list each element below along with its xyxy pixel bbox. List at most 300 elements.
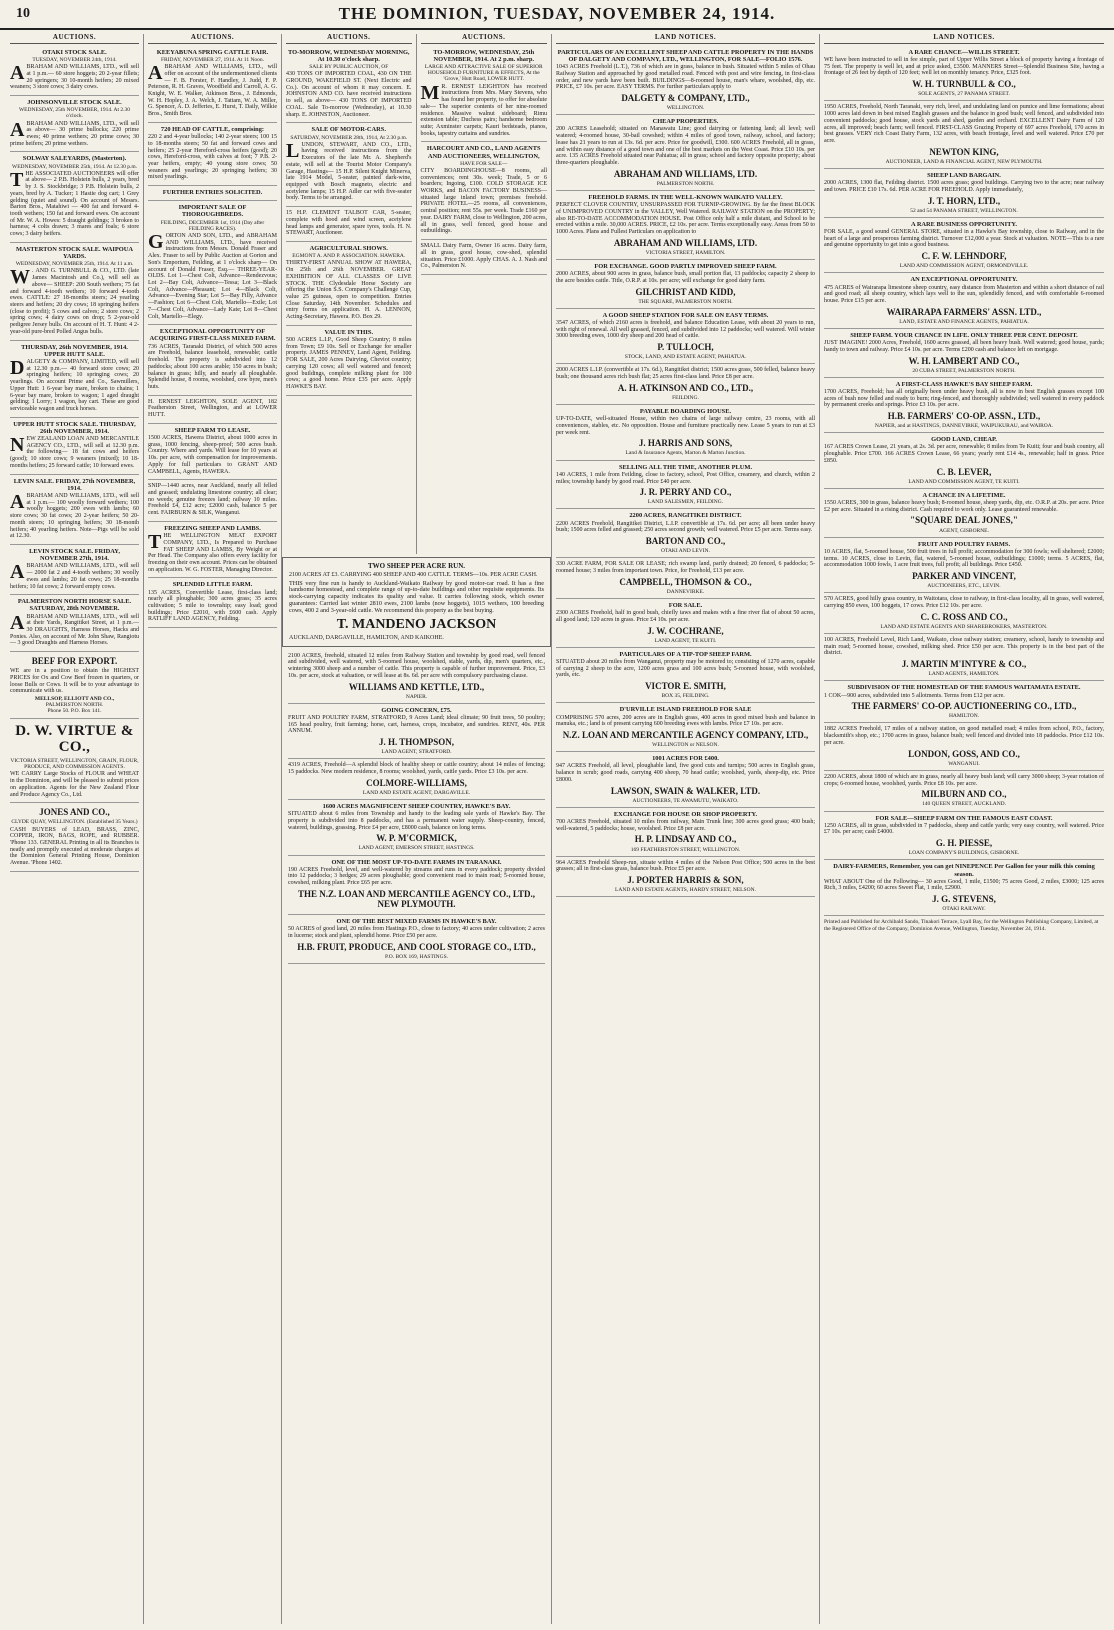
ad-body-para <box>824 340 1104 353</box>
ad-item <box>824 101 1104 169</box>
agent-address: NAPIER. <box>405 693 428 700</box>
ad-heading: GOING CONCERN, £75. <box>381 706 452 714</box>
ad-date: FRIDAY, NOVEMBER 27, 1914. At 11 Noon. <box>160 57 265 63</box>
agent-name: J. HARRIS AND SONS, <box>638 438 733 449</box>
ad-body: PERFECT CLOVER COUNTRY, UNSURPASSED FOR TURNIP-GROWING. By far the finest BLOCK of UNIMPROVED COUNTRY in the VALLEY, Well Watered. RAILWAY STATION on the PROPERTY; also RE-TO-DATE ACCOMMODATION HOUSE. Post Office only half a mile distant, and School to be erected within a mile. 30,000 ACRES. PRICE, £2 10s. per acre. Terms exceptionally easy. Areas from 50 to 1000 Acres. Plans and Fullest Particulars on application to <box>556 202 815 236</box>
ad-heading: HARCOURT AND CO., LAND AGENTS AND AUCTIONEERS, WELLINGTON, <box>426 145 541 160</box>
ad-body-para <box>824 726 1104 746</box>
ad-body: BRAHAM AND WILLIAMS, LTD., will sell at their Yards, Rangitikei Street, at 1 p.m.— 30 DRAUGHTS, Harness Horses, Hacks and Ponies. Also, on account of Mr. John Shaw, Rangiotu— 3 good Draughts and Harness Horses. <box>10 613 139 647</box>
drop-initial: A <box>10 561 25 584</box>
ad-item <box>556 558 815 599</box>
ad-item <box>10 341 139 418</box>
column-header: LAND NOTICES. <box>824 34 1104 44</box>
agent-name: CAMPBELL, THOMSON & CO., <box>619 576 752 587</box>
column-header: LAND NOTICES. <box>556 34 815 44</box>
agent-name: C. B. LEVER, <box>936 466 992 477</box>
ad-item <box>556 808 815 857</box>
ad-body-para <box>824 693 1104 700</box>
newspaper-title: THE DOMINION, TUESDAY, NOVEMBER 24, 1914. <box>338 4 776 24</box>
ad-body-para <box>420 81 548 138</box>
jones-ad <box>10 803 139 872</box>
drop-initial: M <box>420 81 440 104</box>
agent-address: DANNEVIRKE. <box>666 588 705 595</box>
ad-item <box>824 489 1104 538</box>
ad-body-para <box>10 168 139 238</box>
agent-name: MILBURN AND CO., <box>921 789 1007 800</box>
ad-date: WEDNESDAY, NOVEMBER 25th, 1914. At 11 a.m. <box>15 261 134 268</box>
ad-body-para <box>556 320 815 340</box>
ad-item <box>10 152 139 243</box>
ad-body: FRUIT AND POULTRY FARM, STRATFORD, 9 Acres Land; ideal climate; 90 fruit trees, 50 poultry; 165 head poultry, fruit farming; horse, cart, harness, crops, incubator, and sundries. RENT, 40s. PER ANNUM. <box>288 714 545 735</box>
ad-heading: VALUE IN THIS. <box>324 328 374 336</box>
ad-item <box>10 418 139 475</box>
ad-body: CITY BOARDINGHOUSE—8 rooms, all conveniences; rent 30s. week; Trade, 5 or 6 boarders; Ingoing, £100. COLD STORAGE ICE WORKS, and BACON FACTORY BUSINESS— situated large inland town; premises freehold. PRIVATE HOTEL—25 rooms, all conveniences, central position; rent 55s. per week. Trade £160 per year. DAIRY FARM, close to Wellington, 200 acres, all in grass, well fenced, good house and outbuildings. <box>420 167 547 235</box>
ad-heading: GOOD LAND, CHEAP. <box>931 436 997 444</box>
ad-body-para <box>556 819 815 832</box>
ad-body-para <box>10 436 139 470</box>
ad-body-para <box>288 811 545 831</box>
ad-body-para <box>556 472 815 485</box>
column-6 <box>820 34 1108 1624</box>
ad-body-para <box>556 715 815 728</box>
ad-body: 167 ACRES Crown Lease, 21 years, at 2s. 3d. per acre, renewable; 8 miles from Te Kuiti; four and bush country, all ploughable. Price £700. 166 ACRES Crown Lease, 66 years; yearly rent £14 4s., renewable; half in grass. Price £850. <box>824 444 1104 464</box>
ad-heading: SHEEP FARM. YOUR CHANCE IN LIFE. ONLY THREE PER CENT. DEPOSIT. <box>850 331 1078 339</box>
ad-body: 140 ACRES, 1 mile from Feilding, close to factory, school, Post Office, creamery, and church, within 2 miles; township handy by good road. Price £40 per acre. <box>556 471 815 485</box>
ad-body: HE ASSOCIATED AUCTIONEERS will offer at above— 2 P.B. Holstein bulls, 2 years, bred by J. S. Stockbridge; 3 P.B. Holstein bulls, 2 years, bred by A. Tucker; 1 Hastie dog cart; 1 Grey gelding (quiet and sound). On account of Messrs. Barton Bros., Matahiwi — 400 fat and forward 4-tooth wethers; 150 fat and forward ewes. On account of Mr. W. A. Howes: 5 draught geldings; 3 broken to harness; 4 colts drawn; 3 mares and foals; 6 store cows; 3 dairy heifers. <box>10 170 139 238</box>
ad-heading: FREEZING SHEEP AND LAMBS. <box>164 524 261 532</box>
ad-item <box>286 326 412 396</box>
ad-heading: SELLING ALL THE TIME, ANOTHER PLUM. <box>618 463 753 471</box>
ad-item <box>824 46 1104 102</box>
ad-body-para <box>556 416 815 436</box>
ad-body-para <box>148 533 277 573</box>
ad-heading: DAIRY-FARMERS, Remember, you can get NINEPENCE Per Gallon for your milk this coming season. <box>833 863 1095 878</box>
ad-heading: MASTERTON STOCK SALE. WAIPOUA YARDS. <box>16 245 133 261</box>
ad-body: 330 ACRE FARM, FOR SALE OR LEASE; rich swamp land, partly drained; 20 fenced, 6 paddocks; 5-roomed house; 3 miles from important town. Price, for Freehold, £13 per acre. <box>556 561 815 575</box>
ad-item <box>288 650 545 704</box>
ad-item <box>148 424 277 480</box>
ad-heading: ONE OF THE MOST UP-TO-DATE FARMS IN TARANAKI. <box>331 858 502 866</box>
ad-body-para <box>824 57 1104 77</box>
agent-address: LOAN COMPANY'S BUILDINGS, GISBORNE. <box>908 850 1020 857</box>
ad-item <box>824 169 1104 218</box>
ad-heading: PALMERSTON NORTH HORSE SALE. SATURDAY, 28th NOVEMBER. <box>17 598 132 613</box>
ad-heading: BEEF FOR EXPORT. <box>31 656 118 667</box>
ad-item <box>824 593 1104 634</box>
ad-date: SATURDAY, NOVEMBER 28th, 1914, At 2.30 p.m. <box>290 134 408 141</box>
ad-heading: TO-MORROW, WEDNESDAY, 25th NOVEMBER, 1914. At 2 p.m. sharp. <box>433 48 535 63</box>
ad-subheading: 2100 ACRES AT £3. CARRYING 400 SHEEP AND 400 CATTLE. TERMS—10s. PER ACRE CASH. <box>289 571 538 578</box>
ad-body: WHAT ABOUT One of the Following— 30 acres Good, 1 mile, £1500; 75 acres Good, 2 miles, £3000; 125 acres Rich, 3 miles, £4200; 60 acres Sweet Flat, 1 mile, £2900. <box>824 878 1104 892</box>
ad-heading: ONE OF THE BEST MIXED FARMS IN HAWKE'S BAY. <box>336 918 497 926</box>
ad-heading: SPLENDID LITTLE FARM. <box>172 581 253 589</box>
ad-body-para <box>286 337 412 391</box>
agent-address: OTAKI AND LEVIN. <box>661 548 710 555</box>
ad-body-para <box>288 926 545 939</box>
ad-body-para <box>556 202 815 236</box>
agent-address: VICTORIA STREET, HAMILTON. <box>645 249 726 256</box>
column-4 <box>417 34 552 554</box>
ad-item <box>148 46 277 123</box>
drop-initial: A <box>10 62 25 85</box>
ad-body: 1500 ACRES, Hawera District, about 1000 acres in grass, 1000 fencing, sheep-proof; 500 acres bush. Country. Where and yards. Will lease for 10 years at 10s. per acre, with compensation for improvements. Apply for full particulars to GRANT AND CAMPBELL, Agents, HAWERA. <box>148 434 277 475</box>
ad-body: 10 ACRES, flat, 5-roomed house, 500 fruit trees in full profit; accommodation for 300 fowls; well sheltered; £2000; terms. 10 ACRES, close to Levin, flat, watered, 5-roomed house, outbuildings; £1000; terms. 5 ACRES, flat, accommodation 1000 fowls, 1 acre fruit trees, full profit; all buildings. Price £450. <box>824 548 1104 569</box>
ad-body: UNDON, STEWART, AND CO., LTD., having received instructions from the Executors of the late Mr. A. Shepherd's estate, will sell at the Tourist Motor Company's Garage, Hastings— 15 H.P. Silent Knight Minerva, late 1914 Model, 5-seater, painted dark-wine, equipped with Bosch magneto, electric and acetylene lamps; 15 H.P. Adler car with five-seater body. Terms to be arranged. <box>286 141 412 202</box>
ad-item <box>556 364 815 405</box>
ad-heading: A GOOD SHEEP STATION FOR SALE ON EASY TERMS. <box>602 311 769 319</box>
agent-address: LAND AND ESTATE AGENTS AND SHAREBROKERS, MASTERTON. <box>880 623 1048 630</box>
drop-initial: T <box>10 168 24 191</box>
agent-name: J. W. COCHRANE, <box>647 625 724 636</box>
ad-body: 1700 ACRES, Freehold; has all originally been under heavy bush, all is now in best English grasses except 100 acres of bush now felled and ready to burn; ring-fenced, and thoroughly subdivided; well watered in every paddock by permanent creeks and springs. Price £3 10s. per acre. <box>824 388 1104 409</box>
ad-item <box>556 703 815 752</box>
ad-heading: LEVIN SALE. FRIDAY, 27th NOVEMBER, 1914. <box>13 477 136 492</box>
ad-body: 2000 ACRES, about 900 acres in grass, balance bush, small portion flat, 13 paddocks; capacity 2 sheep to the acre besides cattle. Title, O.R.P. at 10s. per acre; will exchange for good dairy farm. <box>556 271 815 284</box>
auction-ad-list <box>10 46 139 652</box>
ad-body: HE WELLINGTON MEAT EXPORT COMPANY, LTD., Is Prepared to Purchase FAT SHEEP AND LAMBS, By Weight or at Per Head. The Company also offers every facility for freezing on their own account. Prices can be obtained on application. W. G. FOSTER, Managing Director. <box>148 533 277 573</box>
drop-initial: A <box>10 611 25 634</box>
ad-body: JUST IMAGINE! 2000 Acres, Freehold, 1600 acres grassed, all been heavy bush. Well watered; good house, yards; handy to town and railway. Price £4 10s. per acre. Terms £200 cash and balance left on mortgage. <box>824 340 1104 353</box>
ad-item <box>10 46 139 96</box>
ad-date: LARGE AND ATTRACTIVE SALE OF SUPERIOR HOUSEHOLD FURNITURE & EFFECTS, At the 'Grove,' Hutt Road, LOWER HUTT. <box>424 64 543 83</box>
ad-body-para <box>824 104 1104 144</box>
ad-body-para <box>286 139 412 202</box>
ad-body: BRAHAM AND WILLIAMS, LTD., will sell as above— 30 prime bullocks; 220 prime ewes; 40 prime wethers; 20 prime cows; 30 prime heifers; 20 prime wethers. <box>10 120 139 147</box>
ad-body-para <box>556 763 815 783</box>
ad-body: 2000 ACRES L.I.P. (convertible at 17s. 6d.), Rangitikei district; 1500 acres grass, 500 felled, balance heavy bush; one thousand acres rich bush flat; 25 acres first-class land. Price £8 per acre. <box>556 367 815 381</box>
agent-address: STOCK, LAND, AND ESTATE AGENT, PAHIATUA. <box>624 354 747 361</box>
agent-address: 20 CUBA STREET, PALMERSTON NORTH. <box>912 367 1016 374</box>
ad-heading: SUBDIVISION OF THE HOMESTEAD OF THE FAMOUS WAITAMATA ESTATE. <box>847 684 1081 692</box>
ad-heading: IMPORTANT SALE OF THOROUGHBREDS. <box>178 204 247 219</box>
ad-body: FOR SALE, a good sound GENERAL STORE, situated in a Hawke's Bay township, close to Railway, and in the heart of a large and prosperous farming district. Turnover £12,000 a year. Stock at valuation. NOTE—This is a rare and genuine opportunity to get into a good business. <box>824 228 1104 249</box>
ad-body: THIRTY-FIRST ANNUAL SHOW AT HAWERA, On 25th and 26th NOVEMBER. GREAT EXHIBITION OF ALL CLASSES OF LIVE STOCK. THE Clydesdale Horse Society are offering the Union S.S. Company's Challenge Cup, value 25 guineas, open to competition. Entries Close Saturday, 14th November. Schedules and entry forms on application. H. A. LENNON, Acting-Secretary, Hawera. P.O. Box 29. <box>286 260 412 321</box>
ad-heading: 1001 ACRES FOR £400. <box>652 755 719 763</box>
agent-address: THE SQUARE, PALMERSTON NORTH. <box>638 298 733 305</box>
ad-item <box>556 857 815 898</box>
ad-body: BRAHAM AND WILLIAMS, LTD., will offer on account of the undermentioned clients — F. B. Forster, F. Handley, J. Judd, F. P. Peterson, R. H. Graves, Woodfield and Carroll, A. G. Knight, W. E. Walker, Atkinson Bros., J. Edmonds, W. H. Hopley, J. A. Welch, J. Tattam, W. A. Miller, G. Spencer, A. D. Jefferies, E. Hurst, T. Daily, Wilkie Bros., Smith Bros. <box>148 64 277 118</box>
agent-name: W. H. LAMBERT AND CO., <box>908 355 1020 366</box>
agent-name: NEWTON KING, <box>929 146 999 157</box>
ad-heading: LEVIN STOCK SALE. FRIDAY, NOVEMBER 27th, 1914. <box>29 548 120 563</box>
ad-date: FEILDING, DECEMBER 1st, 1914 (Day after FEILDING RACES). <box>160 219 265 232</box>
ad-body-para <box>556 561 815 574</box>
ad-body-para <box>10 64 139 91</box>
agent-address: LAND AND COMMISSION AGENT, ORMONDVILLE. <box>899 263 1029 270</box>
ad-item <box>288 915 545 964</box>
ad-body: ORTON AND SON, LTD., and ABRAHAM AND WILLIAMS, LTD., have received instructions from Messrs. Donald Fraser and Alex. Fraser to sell by Public Auction at Gorton and Son's Emporium, Feilding, at 1 o'clock sharp— On account of Donald Fraser, Esq.— THREE-YEAR-OLDS. Lot 1—Chest Colt, Advance—Rendezvous; Lot 2—Bay Colt, Advance—Tessa; Lot 3—Black Colt, Advance—Pheasant; Lot 4—Black Colt, Advance—Evening Star; Lot 5—Bay Filly, Advance—Fashion; Lot 6—Chest Colt, Martello—Exile; Lot 7—Chest Colt, Advance—Lady Kate; Lot 8—Chest Colt, Martello—Elegy. <box>148 232 277 320</box>
page-columns <box>0 30 1114 1624</box>
ad-heading: FRUIT AND POULTRY FARMS. <box>917 540 1011 548</box>
ad-item <box>824 538 1104 594</box>
agent-address: Land & Insurance Agents, Marton & Marton Junction. <box>625 450 746 457</box>
ad-body: THIS very fine run is handy to Auckland-Waikato Railway by good motor-car road. It has a fine handsome homestead, and complete range of up-to-date buildings and other requisite equipments. Its stock-carrying capacity indicates its quality and value. It carries following stock, which owner guarantees: Carried last winter 2810 ewes, 2100 lambs (now hoggets), 1015 wethers, 100 breeding cows, 400 2 and 3-year-old cattle. We recommend this property as the best buying. <box>289 579 544 615</box>
ad-item <box>556 461 815 510</box>
drop-initial: D <box>10 356 25 379</box>
agent-name: P. TULLOCH, <box>657 342 714 353</box>
ad-body-para <box>556 860 815 873</box>
agent-address: PALMERSTON NORTH. <box>656 180 715 187</box>
ad-body-para <box>824 389 1104 409</box>
ad-body-para <box>824 444 1104 464</box>
ad-body-para <box>148 435 277 475</box>
ad-heading: SHEEP LAND BARGAIN. <box>927 171 1001 179</box>
ad-body: BRAHAM AND WILLIAMS, LTD., will sell at 1 p.m.— 100 woolly forward wethers; 100 woolly hoggets; 200 ewes with lambs; 60 store cows; 30 fat cows; 20 2-year heifers; 50 20-month steers; 10 springing heifers; 30 18-month heifers; 40 yearling heifers. Note—Pigs will be sold at 12.30. <box>10 492 139 540</box>
ad-heading: FOR EXCHANGE. GOOD PARTLY IMPROVED SHEEP FARM. <box>594 263 777 270</box>
agent-address: 169 FEATHERSTON STREET, WELLINGTON. <box>630 846 741 853</box>
ad-item <box>556 309 815 365</box>
ad-heading: UPPER HUTT STOCK SALE. THURSDAY, 26th NOVEMBER, 1914. <box>13 420 136 435</box>
ad-body: 50 ACRES of good land, 20 miles from Hastings P.O., close to factory; 40 acres under cultivation; 2 acres in lucerne; stock and plant, splendid home. Price £50 per acre. <box>288 926 545 939</box>
ad-heading: 1600 ACRES MAGNIFICENT SHEEP COUNTRY, HAWKE'S BAY. <box>322 802 511 810</box>
ad-body: 947 ACRES Freehold, all level, ploughable land, five good cuts and turnips; 500 acres in English grass, balance in scrub; good roads, carrying 400 sheep, 70 head cattle; woolshed, yards, sheep-dip, etc. Price £8000. <box>556 763 815 783</box>
ad-body: COMPRISING 570 acres, 200 acres are in English grass, 400 acres in good mixed bush and balance in manuka, etc.; land is of present carrying 600 breeding ewes with lambs. Price £7 10s. per acre. <box>556 714 815 728</box>
ad-body: 2100 ACRES, freehold, situated 12 miles from Railway Station and township by good road, well fenced and subdivided, well watered, with 5-roomed house, woolshed, stable, yards, dip, men's quarters, etc., wintering 3000 sheep and a number of cattle. This property is capable of further improvement. Price, £3 10s. per acre, stock at valuation, or will lease at 8s. 6d. per acre with compulsory purchasing clause. <box>288 652 545 679</box>
ad-body-para <box>556 367 815 380</box>
ad-item <box>148 325 277 395</box>
virtue-ad <box>10 719 139 804</box>
firm-sub: CLYDE QUAY, WELLINGTON. (Established 35 Years.) <box>11 819 138 826</box>
drop-initial: W <box>10 266 30 289</box>
ad-item <box>286 242 412 326</box>
ad-item <box>824 681 1104 723</box>
agent-address: P.O. BOX 169, HASTINGS. <box>384 953 449 960</box>
ad-body-para <box>824 879 1104 892</box>
ad-body-para <box>421 168 548 235</box>
ad-body-para <box>824 549 1104 569</box>
ad-body: 220 2 and 4-year bullocks; 140 2-year steers; 100 15 to 18-months steers; 50 fat and forward cows and heifers; 25 2-year Hereford-cross heifers (good); 20 cows, Hereford-cross, with calves at foot; 7 P.B. 2-year heifers, empty; 40 young store cows; 50 weaners and yearlings; 20 springing heifers; 30 mixed yearlings. <box>148 134 277 181</box>
firm-sub: VICTORIA STREET, WELLINGTON, GRAIN, FLOUR, PRODUCE, AND COMMISSION AGENTS. <box>10 758 139 771</box>
ad-item <box>421 240 548 275</box>
agent-name: H.B. FRUIT, PRODUCE, AND COOL STORAGE CO., LTD., <box>297 941 536 952</box>
ad-body: 1043 ACRES Freehold (L.T.), 736 of which are in grass, balance in bush. Situated within 5 miles of Ohau Railway Station and approached by good metalled road. Fenced with post and wire fencing, in first-class order, and new yards have been built. BUILDINGS—8-roomed house, man's whare, woolshed, dip, etc. PRICE, £7 10s. per acre. EASY TERMS. For further particulars apply to <box>556 64 815 91</box>
ad-body-para <box>148 344 277 391</box>
ad-body-para <box>10 268 139 335</box>
ad-body-para <box>148 483 277 517</box>
ad-body: 2300 ACRES Freehold, half in good bush, chiefly taws and makes with a fine river flat of about 50 acres, all good land; 120 acres in grass. Price £4 10s. per acre. <box>556 610 815 623</box>
agent-address: WANGANUI. <box>948 760 980 767</box>
ad-item <box>824 378 1104 434</box>
agent-name: H. P. LINDSAY AND CO., <box>634 834 737 845</box>
ad-body: 4319 ACRES, Freehold—A splendid block of healthy sheep or cattle country; about 14 miles of fencing; 15 paddocks. New modern residence, 8 rooms; woolshed, yards, cattle yards. Price £3 10s. per acre. <box>288 762 545 776</box>
agent-name: G. H. PIESSE, <box>935 838 993 849</box>
ad-body-para <box>10 356 139 413</box>
ad-body: WE have been instructed to sell in fee simple, part of Upper Willis Street a block of property having a frontage of 75 feet. The property is well let, and at price asked, £3500. MANNERS Street—Splendid Business Site, having a frontage of 26 feet by depth of 120 feet; well let on monthly tenancy. Price, £325 foot. <box>824 57 1104 77</box>
ad-body-para <box>148 590 277 624</box>
ad-heading: FREEHOLD FARMS. IN THE WELL-KNOWN WAIKATO VALLEY. <box>588 194 783 201</box>
firm-place: PALMERSTON NORTH. <box>45 702 104 709</box>
agent-address: LAND AGENT, TE KUITI. <box>654 637 717 644</box>
land-ad-list <box>556 46 815 898</box>
column-1 <box>6 34 144 1624</box>
ad-item <box>148 480 277 522</box>
agent-address: LAND AND COMMISSION AGENT, TE KUITI. <box>908 478 1020 485</box>
agent-name: J. MARTIN M'INTYRE & CO., <box>901 659 1027 670</box>
ad-date: HAVE FOR SALE— <box>460 160 508 167</box>
ad-date: WEDNESDAY, NOVEMBER 25th, 1914. At 12.30 p.m. <box>12 163 137 170</box>
wide-ad-list <box>282 650 551 1624</box>
ad-heading: JOHNSONVILLE STOCK SALE. <box>27 99 122 107</box>
ad-heading: A RARE CHANCE—WILLIS STREET. <box>908 48 1020 56</box>
ad-date: EGMONT A. AND P. ASSOCIATION. HAWERA. <box>292 253 406 260</box>
ad-body-para <box>556 521 815 534</box>
ad-item <box>556 599 815 648</box>
ad-body-para <box>556 126 815 166</box>
ad-body-para <box>286 210 412 237</box>
ad-body: 1950 ACRES, Freehold, North Taranaki, very rich, level, and undulating land on pumice and lime formations; about 1000 acres laid down in best mixed English grasses and the balance in good bush; well fenced, and subdivided into convenient paddocks; good house, stock yards and shed, garden and orchard. EXCELLENT Dairy Farm of 120 acres, all improved; beach farm; well fenced. FIRST-CLASS Grazing Property of 697 acres Freehold, 170 acres in best grasses. VERY rich Coast Dairy Farm, 132 acres, with beach frontage, level and well watered. Price £70 per acre. <box>824 104 1104 144</box>
ad-body-para <box>824 596 1104 609</box>
column-2 <box>144 34 282 1624</box>
agent-name: J. T. HORN, LTD., <box>927 195 1001 206</box>
ad-body-para <box>824 637 1104 657</box>
ad-item <box>824 273 1104 329</box>
ad-body-para <box>824 229 1104 249</box>
column-5 <box>552 34 820 1624</box>
column-header: AUCTIONS. <box>10 34 139 44</box>
drop-initial: T <box>148 531 162 554</box>
agent-name: "SQUARE DEAL JONES," <box>910 515 1018 526</box>
ad-body: 500 ACRES L.I.P., Good Sheep Country; 8 miles from Town; £9 10s. Sell or Exchange for smaller property. JAMES PENNEY, Land Agent, Feilding. FOR SALE, 200 Acres Dairying, Cheviot country; carrying 120 cows; all well watered and fenced; good buildings, complete milking plant for 100 cows; a good home. Price £35 per acre. Apply HAWKE'S BAY. <box>286 337 412 391</box>
ad-heading: TWO SHEEP PER ACRE RUN. <box>367 562 466 570</box>
ad-body: 190 ACRES Freehold, level, and well-watered by streams and runs in every paddock; property divided into 12 paddocks; 3 hedges; 29 acres ploughable; good convenient road to main road; 5-roomed house, cowshed, milking plant. Price £65 per acre. <box>288 866 545 887</box>
ad-body: WE are in a position to obtain the HIGHEST PRICES for Ox and Cow Beef frozen in quarters, or loose Bulls or Cows. It will be to your advantage to communicate with us. <box>10 668 139 695</box>
ad-body-para <box>824 285 1104 305</box>
ad-heading: EXCHANGE FOR HOUSE OR SHOP PROPERTY. <box>613 810 758 818</box>
auction-ad-list <box>421 46 548 275</box>
ad-body: 135 ACRES, Convertible Lease, first-class land; nearly all ploughable; 300 acres grass; 35 acres cultivation; 5 mile to township; easy load; good buildings; Price £2010, with £600 cash. Apply RATLIFF LAND AGENCY, Feilding. <box>148 589 277 623</box>
beef-export-ad <box>10 652 139 718</box>
ad-body: 430 TONS OF IMPORTED COAL, 430 ON THE GROUND, WAKEFIELD ST. (Next Electric and Co.). On account of whom it may concern. E. JOHNSTON AND CO. have received instructions to sell, as above— 430 TONS OF IMPORTED COAL. Sale To-morrow (Wednesday), at 10.30 sharp. E. JOHNSTON, Auctioneer. <box>286 71 412 118</box>
ad-item <box>286 123 412 207</box>
agent-name: J. PORTER HARRIS & SON, <box>627 875 744 886</box>
ad-item <box>286 46 412 124</box>
ad-item <box>288 704 545 760</box>
agent-name: W. P. M'CORMICK, <box>376 833 457 844</box>
firm-name: JONES AND CO., <box>39 807 110 818</box>
ad-body: 2200 ACRES, about 1800 of which are in grass, nearly all heavy bush land; will carry 3000 sheep; 3-year rotation of crops; 6-roomed house, woolshed, yards. Price £8 10s. per acre. <box>824 773 1104 787</box>
ad-body: SNIP—1440 acres, near Auckland, nearly all felled and grassed; undulating limestone country; all clear; no weeds; genuine freezes land; railway 10 miles. Freehold £4, £12 acre; £2000 cash, balance 5 per cent. FAIRBURN & SILK, Wanganui. <box>148 483 277 517</box>
ad-heading: A RARE BUSINESS OPPORTUNITY. <box>910 220 1018 228</box>
ad-body-para <box>824 774 1104 787</box>
ad-body: BRAHAM AND WILLIAMS, LTD., will sell at 1 p.m.— 60 store hoggets; 20 2-year fillets; 20 springers; 30 10-month heifers; 20 mixed weaners; 3 store cows; 3 dairy cows. <box>10 64 139 91</box>
ad-body-para <box>288 653 545 680</box>
ad-heading: CHEAP PROPERTIES. <box>652 118 719 126</box>
ad-item <box>556 405 815 461</box>
ad-body: 2000 ACRES, 1300 flat, Feilding district. 1500 acres grass; good buildings. Carrying two to the acre; near railway and town. PRICE £10 17s. 6d. PER ACRE FOR FREEHOLD. Apply immediately, <box>824 180 1104 193</box>
agent-name: THE FARMERS' CO-OP. AUCTIONEERING CO., LTD., <box>851 701 1077 712</box>
ad-body-para <box>824 500 1104 513</box>
ad-body-para <box>288 715 545 735</box>
agent-name: VICTOR E. SMITH, <box>645 681 726 692</box>
ad-body: 100 ACRES, Freehold Level, Rich Land, Waikato, close railway station; creamery, school, handy to township and main road; 5-roomed house, cowshed, milking shed. Price £50 per acre. This property is in the best part of the district. <box>824 636 1104 657</box>
masthead <box>0 0 1114 30</box>
ad-body: BRAHAM AND WILLIAMS, LTD., will sell— 2000 fat 2 and 4-tooth wethers; 30 woolly ewes and lambs; 20 fat cows; 25 18-months heifers; 10 fat cows; 2 forward empty cows. <box>10 563 139 590</box>
ad-heading: SHEEP FARM TO LEASE. <box>174 426 251 434</box>
ad-date: TUESDAY, NOVEMBER 24th, 1914. <box>32 57 117 63</box>
ad-body: 3547 ACRES, of which 2160 acres is freehold, and balance Education Lease, with about 20 years to run, with right of renewal. All well grassed, fenced, and subdivided into 12 paddocks; well watered. Will winter 3000 breeding ewes, 1000 dry sheep and 200 head of cattle. <box>556 320 815 340</box>
ad-heading: OTAKI STOCK SALE. <box>42 48 107 56</box>
agent-name: BARTON AND CO., <box>645 536 726 547</box>
ad-item <box>556 115 815 191</box>
ad-body: 2200 ACRES Freehold, Rangitikei District, L.I.P. convertible at 17s. 6d. per acre; all been under heavy bush; 1500 acres felled and grassed; 250 acres second growth; well watered. Price £5 per acre. Terms easy. <box>556 520 815 534</box>
agent-address: LAND AND ESTATE AGENTS, HARDY STREET, NELSON. <box>615 887 756 894</box>
ad-body: 475 ACRES of Wairarapa limestone sheep country, easy distance from Masterton and within a short distance of rail and good road; all sheep country, which lays well to the sun, splendidly fenced, and with comfortable 6-roomed house. Price £15 per acre. <box>824 284 1104 304</box>
ad-body-para <box>286 71 412 118</box>
ad-item <box>556 46 815 115</box>
agent-name: J. R. PERRY AND CO., <box>639 487 732 498</box>
agent-address: LAND SALESMEN, FEILDING. <box>647 499 724 506</box>
ad-item <box>148 186 277 201</box>
agent-name: W. H. TURNBULL & CO., <box>912 79 1016 90</box>
ad-item <box>286 207 412 242</box>
ad-heading: EXCEPTIONAL OPPORTUNITY OF ACQUIRING FIRST-CLASS MIXED FARM. <box>149 328 276 343</box>
agent-address: BOX 35, FEILDING. <box>661 693 710 700</box>
column-header: AUCTIONS. <box>148 34 277 44</box>
ad-item <box>10 475 139 545</box>
auction-ad-list <box>286 46 412 396</box>
ad-body: 1250 ACRES, all in grass, subdivided in 7 paddocks, sheep and cattle yards; very easy country, well watered. Price £7 10s. per acre; cash £4000. <box>824 822 1104 836</box>
ad-body: R. ERNEST LEIGHTON has received instructions from Mrs. Mary Stevens, who has found her property, to offer for absolute sale— The superior contents of her nine-roomed residence. Massive walnut sideboard; Rimu extension table; Duchess pairs; handsome bedroom suite; Axminster carpets; Kauri bedsteads, pianos, books, tapestry curtains and sundries. <box>420 83 547 137</box>
firm-name: MELLSOP, ELLIOTT AND CO., <box>34 696 115 703</box>
ad-heading: AGRICULTURAL SHOWS. <box>309 245 388 253</box>
agent-address: AUCKLAND, DARGAVILLE, HAMILTON, AND KAIKOHE. <box>289 634 444 641</box>
ad-item <box>148 123 277 186</box>
ad-item <box>288 800 545 856</box>
agent-address: 52 and 54 PANAMA STREET, WELLINGTON. <box>910 207 1018 214</box>
agent-name: GILCHRIST AND KIDD, <box>635 286 736 297</box>
ad-heading: THURSDAY, 26th NOVEMBER, 1914. UPPER HUTT SALE. <box>21 343 128 358</box>
column-3 <box>282 34 417 554</box>
ad-body: 200 ACRES Leasehold; situated on Manawatu Line; good dairying or fattening land; all level; well watered; 4-roomed house, 30-bail cowshed; within 4 miles of good town, railway, school, and factory; lease has 21 years to run at 13s. 6d. per acre. Price for goodwill, £300. 600 ACRES Freehold, all in grass, and within easy distance of a good town and one of the best markets on the West Coast. Price £10 10s. per acre. 135 ACRES Freehold situated near Pahiatua; all in grass; school and factory opposite property; about three-quarters ploughable. <box>556 126 815 167</box>
ad-item <box>824 329 1104 378</box>
agent-address: OTAKI RAILWAY. <box>942 906 986 913</box>
land-ad-list <box>824 46 1104 917</box>
ad-item <box>10 243 139 341</box>
ad-body-para <box>556 64 815 91</box>
ad-item <box>288 759 545 800</box>
column-header: AUCTIONS. <box>286 34 412 44</box>
ad-body-para <box>148 64 277 118</box>
agent-name: DALGETY & COMPANY, LTD., <box>621 93 750 104</box>
ad-body: 700 ACRES Freehold, situated 10 miles from railway, Main Trunk line; 300 acres good grass; 400 bush; well-watered, 5 paddocks; house, woolshed. Price £8 per acre. <box>556 818 815 832</box>
drop-initial: G <box>148 230 164 253</box>
ad-body: 1 COK—900 acres, subdivided into 5 allotments. Terms from £12 per acre. <box>824 692 1005 699</box>
agent-address: AUCTIONEER, LAND & FINANCIAL AGENT, NEW PLYMOUTH. <box>885 158 1043 165</box>
ad-body-para <box>288 762 545 775</box>
agent-name: THE N.Z. LOAN AND MERCANTILE AGENCY CO., LTD., NEW PLYMOUTH. <box>297 888 536 909</box>
ad-body: H. ERNEST LEIGHTON, SOLE AGENT, 182 Featherston Street, Wellington, and at LOWER HUTT. <box>148 398 277 419</box>
ad-body: WE CARRY Large Stocks of FLOUR and WHEAT in the Dominion, and will be pleased to submit prices on application. Agents for the New Zealand Flour and Produce Agency Co., Ltd. <box>10 771 139 798</box>
ad-item <box>148 522 277 578</box>
agent-address: AUCTIONEERS, TE AWAMUTU, WAIKATO. <box>632 797 739 804</box>
agent-name: WAIRARAPA FARMERS' ASSN. LTD., <box>886 306 1042 317</box>
ad-body-para <box>148 399 277 419</box>
agent-address: WELLINGTON or NELSON. <box>652 742 719 749</box>
ad-heading: SOLWAY SALEYARDS, (Masterton). <box>22 155 127 163</box>
ad-body: 1550 ACRES, 300 in grass, balance heavy bush; 8-roomed house, sheep yards, dip, etc. O.R.P. at 20s. per acre. Price £2 per acre. Situated in a rising district. Cash required to work only. Lease guaranteed renewable. <box>824 500 1104 513</box>
agent-name: C. C. ROSS AND CO., <box>920 611 1008 622</box>
ad-body-para <box>556 659 815 679</box>
agent-name: WILLIAMS AND KETTLE, LTD., <box>348 681 485 692</box>
agent-address: LAND AND ESTATE AGENT, DARGAVILLE. <box>362 789 471 796</box>
ad-body-para <box>824 180 1104 193</box>
ad-item <box>421 46 548 143</box>
agent-address: LAND AGENT, STRATFORD. <box>381 749 452 756</box>
drop-initial: A <box>148 62 163 85</box>
ad-heading: TO-MORROW, WEDNESDAY MORNING, At 10.30 o'clock sharp. <box>287 48 410 63</box>
ad-heading: FOR SALE. <box>668 602 703 609</box>
ad-body-para <box>288 867 545 887</box>
